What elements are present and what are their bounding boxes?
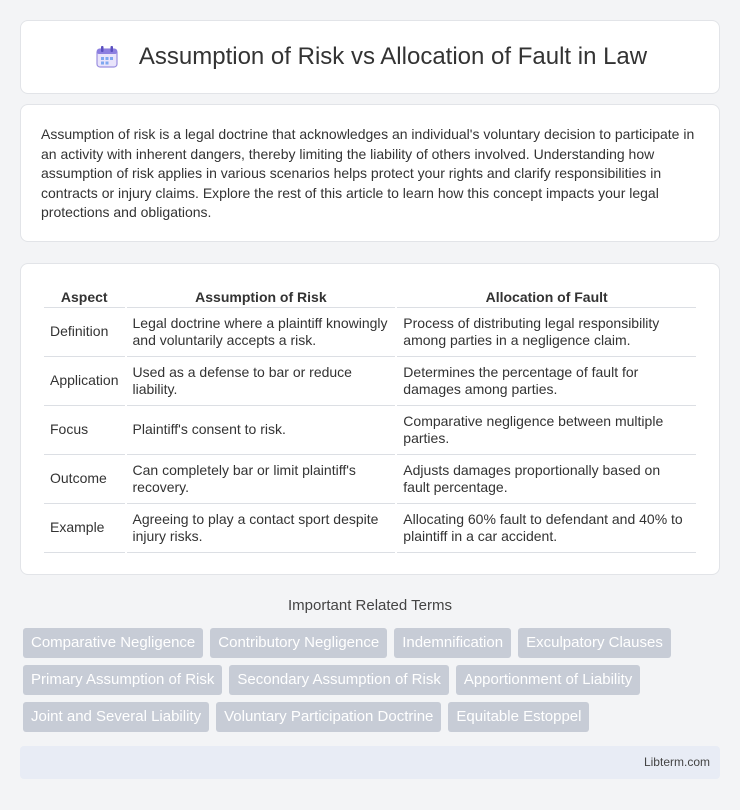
table-header-row — [44, 284, 696, 308]
tag-secondary-assumption-of-risk[interactable]: Secondary Assumption of Risk — [229, 665, 448, 695]
row-aspect: Example — [44, 504, 125, 553]
row-aspect: Definition — [44, 308, 125, 357]
row-allocation-cell: Determines the percentage of fault for damages among parties. — [397, 357, 696, 406]
tag-row — [23, 665, 723, 695]
row-assumption-cell: Can completely bar or limit plaintiff's recovery. — [127, 455, 396, 504]
title-card — [20, 20, 720, 94]
tag-indemnification[interactable]: Indemnification — [394, 628, 511, 658]
header-assumption-of-risk: Assumption of Risk — [127, 284, 396, 308]
row-assumption-cell: Agreeing to play a contact sport despite injury risks. — [127, 504, 396, 553]
related-terms-list — [23, 628, 723, 739]
tag-joint-and-several-liability[interactable]: Joint and Several Liability — [23, 702, 209, 732]
row-assumption-cell: Legal doctrine where a plaintiff knowingly and voluntarily accepts a risk. — [127, 308, 396, 357]
tag-voluntary-participation-doctrine[interactable]: Voluntary Participation Doctrine — [216, 702, 441, 732]
header-aspect: Aspect — [44, 284, 125, 308]
calendar-icon — [93, 43, 121, 71]
footer — [20, 746, 720, 779]
tag-exculpatory-clauses[interactable]: Exculpatory Clauses — [518, 628, 671, 658]
tag-comparative-negligence[interactable]: Comparative Negligence — [23, 628, 203, 658]
header-allocation-of-fault: Allocation of Fault — [397, 284, 696, 308]
page-title: Assumption of Risk vs Allocation of Fault in Law — [138, 43, 648, 70]
row-allocation-cell: Process of distributing legal responsibility among parties in a negligence claim. — [397, 308, 696, 357]
row-allocation-cell: Allocating 60% fault to defendant and 40% to plaintiff in a car accident. — [397, 504, 696, 553]
table-row — [44, 455, 696, 504]
tag-row — [23, 628, 723, 658]
tag-primary-assumption-of-risk[interactable]: Primary Assumption of Risk — [23, 665, 222, 695]
row-allocation-cell: Comparative negligence between multiple parties. — [397, 406, 696, 455]
tag-contributory-negligence[interactable]: Contributory Negligence — [210, 628, 387, 658]
row-aspect: Outcome — [44, 455, 125, 504]
tag-apportionment-of-liability[interactable]: Apportionment of Liability — [456, 665, 640, 695]
intro-paragraph: Assumption of risk is a legal doctrine that acknowledges an individual's voluntary decision to participate in an activity with inherent dangers, thereby limiting the liability of others involved. Understanding how assumption of risk applies in various scenarios helps protect your rights and clarify responsibilities in contracts or injury claims. Explore the rest of this article to learn how this concept impacts your legal protections and obligations. — [41, 126, 695, 220]
related-terms-title: Important Related Terms — [288, 597, 452, 614]
table-row — [44, 308, 696, 357]
tag-equitable-estoppel[interactable]: Equitable Estoppel — [448, 702, 589, 732]
row-assumption-cell: Plaintiff's consent to risk. — [127, 406, 396, 455]
intro-card — [20, 104, 720, 242]
table-row — [44, 406, 696, 455]
footer-site-link[interactable]: Libterm.com — [643, 755, 710, 769]
table-row — [44, 357, 696, 406]
tag-row — [23, 702, 723, 732]
row-aspect: Focus — [44, 406, 125, 455]
row-assumption-cell: Used as a defense to bar or reduce liability. — [127, 357, 396, 406]
comparison-table-card — [20, 263, 720, 575]
row-aspect: Application — [44, 357, 125, 406]
comparison-table — [42, 284, 698, 553]
table-row — [44, 504, 696, 553]
row-allocation-cell: Adjusts damages proportionally based on fault percentage. — [397, 455, 696, 504]
